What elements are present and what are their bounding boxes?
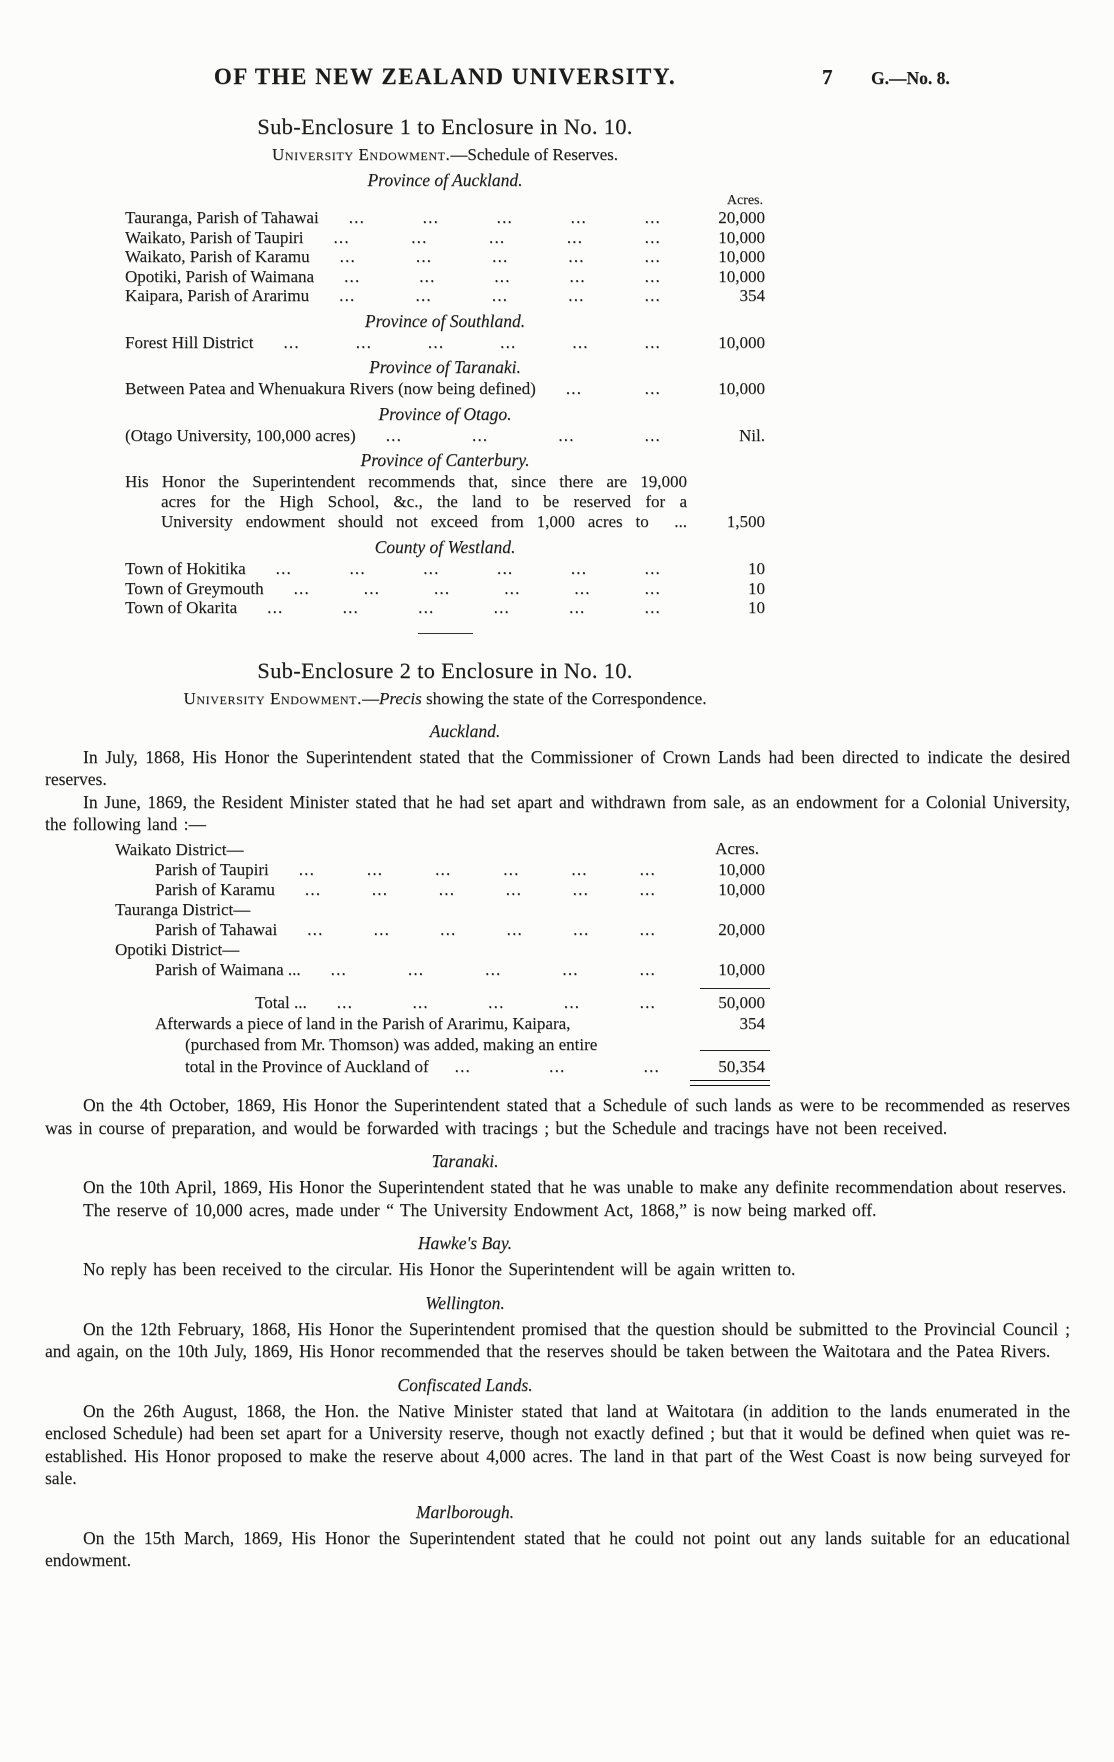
dot-group: ...: [344, 266, 361, 286]
afterwards-line: [115, 1013, 765, 1035]
row-label: Waikato, Parish of Taupiri: [125, 227, 304, 247]
dot-group: ...: [348, 208, 366, 227]
region-section-title: Auckland.: [429, 720, 501, 741]
row-value: 50,000: [718, 992, 765, 1012]
dot-group: ...: [407, 959, 425, 979]
dot-group: ...: [644, 598, 661, 617]
row-value: 10,000: [718, 227, 765, 247]
province-section-title: Province of Taranaki.: [369, 357, 521, 377]
row-value: 10,000: [718, 959, 765, 979]
dot-group: ...: [293, 578, 310, 598]
dot-group: ...: [500, 332, 517, 352]
dot-group: ...: [412, 992, 429, 1012]
dot-group: ...: [572, 332, 589, 352]
dot-leader: [264, 579, 685, 599]
schedule-row: [125, 286, 765, 306]
table-group-row: Waikato District—: [115, 839, 244, 859]
row-label: Parish of Waimana ...: [155, 959, 301, 979]
afterwards-line: [115, 1056, 765, 1078]
precis-subheading-smallcaps: University Endowment.: [183, 688, 362, 708]
row-value: 10,000: [718, 266, 765, 286]
endowment-table: [115, 840, 765, 1087]
row-value: 10,000: [718, 332, 765, 352]
dot-group: ...: [644, 425, 661, 445]
dot-group: ...: [644, 286, 661, 305]
schedule-row: [125, 228, 765, 248]
running-header-title: OF THE NEW ZEALAND UNIVERSITY.: [213, 64, 677, 89]
dot-group: ...: [549, 1056, 566, 1076]
afterwards-text: (purchased from Mr. Thomson) was added, making an entire: [185, 1035, 598, 1054]
recommendation-text: [125, 472, 687, 532]
dot-group: ...: [418, 598, 435, 617]
dot-group: ...: [493, 598, 510, 617]
recommendation-line: University endowment should not exceed from 1,000 acres to ...: [161, 512, 687, 531]
precis-subheading-rest: showing the state of the Correspondence.: [421, 688, 707, 708]
dot-group: ...: [485, 959, 502, 979]
dot-group: ...: [307, 919, 324, 939]
row-value: 10,000: [718, 379, 765, 398]
sub-enclosure-2-heading: Sub-Enclosure 2 to Enclosure in No. 10.: [257, 657, 633, 683]
row-value: 10,000: [718, 879, 765, 899]
schedule-row: [125, 559, 765, 579]
dot-group: ...: [355, 332, 373, 352]
afterwards-text: total in the Province of Auckland of: [185, 1056, 429, 1076]
body-paragraph: In June, 1869, the Resident Minister stated that he had set apart and withdrawn from sale, as an endowment for a Colonial University, the following land :—: [45, 791, 1070, 834]
precis-sections: [45, 721, 1070, 1572]
dot-group: ...: [644, 266, 661, 286]
row-label: Town of Hokitika: [125, 559, 246, 578]
precis-subheading: [115, 689, 775, 709]
dot-group: ...: [415, 286, 432, 305]
dot-group: ...: [644, 379, 661, 398]
table-group-row: Tauranga District—: [115, 899, 251, 919]
dot-leader: [356, 426, 685, 446]
dot-leader: [536, 379, 685, 399]
dot-group: ...: [423, 559, 440, 578]
dot-group: ...: [491, 286, 509, 305]
schedule-row: [115, 920, 765, 940]
region-section-title: Confiscated Lands.: [397, 1374, 533, 1395]
row-value: 354: [739, 286, 765, 305]
dot-group: ...: [415, 247, 433, 266]
schedule-row: [125, 333, 765, 353]
dot-leader: [429, 1056, 680, 1078]
dot-group: ...: [644, 227, 661, 247]
dot-group: ...: [558, 425, 575, 445]
dot-group: ...: [494, 266, 511, 286]
dot-group: ...: [644, 208, 661, 227]
dot-group: ...: [568, 247, 585, 266]
province-section-title: Province of Canterbury.: [360, 450, 530, 470]
dot-group: ...: [644, 332, 661, 352]
sub-enclosure-1: [125, 114, 765, 634]
dot-group: ...: [639, 959, 656, 979]
dot-group: ...: [304, 879, 322, 899]
schedule-row: [125, 267, 765, 287]
afterwards-text: Afterwards a piece of land in the Parish of Ararimu, Kaipara,: [155, 1013, 571, 1033]
schedule-row: [125, 426, 765, 446]
dot-group: ...: [639, 859, 656, 879]
province-section-title: Province of Southland.: [364, 310, 526, 331]
row-value: 20,000: [718, 208, 765, 227]
acres-column-label: Acres.: [726, 193, 763, 208]
row-label: Forest Hill District: [125, 332, 254, 352]
row-label: Tauranga, Parish of Tahawai: [125, 208, 319, 227]
row-label: Waikato, Parish of Karamu: [125, 247, 310, 266]
body-paragraph: In July, 1868, His Honor the Superintendent stated that the Commissioner of Crown Lands had been directed to indicate the desired reserves.: [45, 746, 1070, 789]
dot-group: ...: [366, 859, 384, 879]
grand-total-value: 50,354: [718, 1056, 765, 1076]
dot-group: ...: [574, 578, 591, 598]
dot-group: ...: [569, 266, 586, 286]
schedule-row: [125, 379, 765, 399]
schedule-subheading: [125, 145, 765, 165]
dot-group: ...: [492, 247, 509, 266]
schedule-row: [125, 598, 765, 618]
row-value: 10,000: [718, 859, 765, 879]
dot-group: ...: [504, 578, 521, 598]
body-paragraph: On the 12th February, 1868, His Honor the Superintendent promised that the question should be submitted to the Provincial Council ; and again, on the 10th July, 1869, His Honor recommended that the reserves should be taken between the Waitotara and the Patea Rivers.: [45, 1318, 1070, 1361]
dot-leader: [314, 267, 685, 287]
dot-leader: [309, 286, 685, 306]
dot-group: ...: [644, 578, 661, 598]
dot-group: ...: [644, 247, 661, 266]
table-group-row: Opotiki District—: [115, 939, 240, 959]
dot-group: ...: [349, 559, 366, 578]
row-label: Parish of Tahawai: [155, 919, 278, 939]
row-label: Town of Greymouth: [125, 578, 264, 598]
total-row: [115, 993, 765, 1013]
dot-group: ...: [422, 208, 440, 227]
dot-group: ...: [435, 859, 452, 879]
dot-group: ...: [336, 992, 354, 1012]
dot-group: ...: [643, 1056, 660, 1076]
dot-group: ...: [497, 559, 514, 578]
body-paragraph: On the 26th August, 1868, the Hon. the Native Minister stated that land at Waitotara (in addition to the lands enumerated in the enclosed Schedule) had been set apart for a University reserve, though not exactly defined ; but that it would be defined when quiet was re-established. His Honor proposed to make the reserve about 4,000 acres. The land in that part of the West Coast is now being surveyed for sale.: [45, 1400, 1070, 1488]
row-label: Opotiki, Parish of Waimana: [125, 266, 315, 286]
dot-leader: [307, 993, 680, 1013]
dot-group: ...: [472, 425, 489, 445]
running-header: [45, 64, 1070, 100]
row-value: 10: [748, 578, 765, 598]
dot-group: ...: [427, 332, 445, 352]
dot-group: ...: [371, 879, 389, 899]
schedule-row: [125, 208, 765, 228]
schedule-row: [125, 579, 765, 599]
section-divider: [418, 633, 473, 634]
precis-subheading-italic: Precis: [378, 688, 422, 708]
province-section-title: Province of Otago.: [378, 403, 512, 424]
dot-leader: [253, 333, 685, 353]
dot-leader: [319, 208, 685, 228]
page-number: 7: [822, 65, 833, 89]
schedule-of-reserves: [125, 170, 765, 618]
recommendation-line: acres for the High School, &c., the land to be reserved for a: [161, 492, 687, 511]
row-value: 1,500: [726, 512, 765, 531]
dot-group: ...: [506, 919, 523, 939]
dot-group: ...: [570, 559, 588, 578]
paper-reference: G.—No. 8.: [871, 68, 950, 88]
dot-group: ...: [570, 208, 587, 227]
precis-subheading-dash: —: [361, 688, 379, 708]
dot-group: ...: [342, 598, 359, 617]
subheading-smallcaps: University Endowment.: [271, 145, 451, 164]
body-paragraph: The reserve of 10,000 acres, made under “ The University Endowment Act, 1868,” is now being marked off.: [83, 1199, 877, 1220]
dot-leader: [301, 960, 680, 980]
grand-total-double-rule: [690, 1080, 770, 1086]
dot-group: ...: [373, 919, 391, 939]
dot-group: ...: [283, 332, 300, 352]
row-value: 20,000: [718, 919, 765, 939]
dot-group: ...: [454, 1056, 471, 1076]
dot-group: ...: [562, 959, 579, 979]
rule-line: [700, 1050, 770, 1051]
dot-group: ...: [267, 598, 284, 617]
dot-group: ...: [385, 425, 403, 445]
dot-group: ...: [565, 379, 583, 398]
dot-group: ...: [411, 227, 428, 247]
row-label: Total ...: [255, 992, 307, 1012]
dot-group: ...: [568, 286, 585, 305]
dot-group: ...: [573, 919, 590, 939]
dot-leader: [310, 247, 685, 267]
dot-group: ...: [333, 227, 350, 247]
dot-leader: [237, 598, 685, 618]
dot-group: ...: [572, 879, 590, 899]
dot-group: ...: [566, 227, 584, 247]
dot-group: ...: [298, 859, 316, 879]
dot-group: ...: [571, 859, 588, 879]
body-paragraph: No reply has been received to the circular. His Honor the Superintendent will be again written to.: [83, 1259, 796, 1279]
row-label: Town of Okarita: [125, 598, 238, 617]
row-label: Parish of Karamu: [155, 879, 275, 899]
dot-group: ...: [433, 578, 451, 598]
row-value: 10,000: [718, 247, 765, 266]
total-rule: [700, 988, 770, 989]
afterwards-line: [115, 1034, 765, 1056]
row-value: Nil.: [739, 425, 765, 445]
region-section-title: Marlborough.: [415, 1501, 515, 1522]
dot-group: ...: [639, 879, 656, 899]
body-paragraph: On the 10th April, 1869, His Honor the Superintendent stated that he was unable to make any definite recommendation about reserves.: [83, 1177, 1067, 1197]
body-paragraph: On the 15th March, 1869, His Honor the Superintendent stated that he could not point out any lands suitable for an educational endowment.: [45, 1527, 1070, 1570]
schedule-row: [115, 860, 765, 880]
body-paragraph: On the 4th October, 1869, His Honor the Superintendent stated that a Schedule of such lands as were to be recommended as reserves was in course of preparation, and would be forwarded with tracings ; but the Schedule and tracings have not been received.: [45, 1095, 1070, 1138]
dot-leader: [246, 559, 685, 579]
dot-leader: [269, 860, 680, 880]
dot-group: ...: [563, 992, 581, 1012]
dot-group: ...: [503, 859, 520, 879]
row-value: 10: [748, 598, 765, 617]
dot-group: ...: [275, 559, 292, 578]
dot-group: ...: [489, 227, 506, 247]
dot-group: ...: [339, 247, 356, 266]
region-section-title: Hawke's Bay.: [417, 1233, 513, 1253]
dot-group: ...: [440, 919, 457, 939]
acres-column-label: Acres.: [715, 838, 759, 858]
subheading-rest: —Schedule of Reserves.: [450, 145, 618, 164]
region-section-title: Taranaki.: [431, 1151, 499, 1171]
dot-group: ...: [488, 992, 505, 1012]
sub-enclosure-2: [45, 658, 1070, 1572]
dot-leader: [303, 228, 685, 248]
dot-group: ...: [639, 992, 656, 1012]
dot-group: ...: [330, 959, 347, 979]
recommendation-line: His Honor the Superintendent recommends that, since there are 19,000: [125, 472, 687, 491]
row-value: 10: [748, 559, 765, 578]
dot-group: ...: [639, 919, 656, 939]
dot-group: ...: [569, 598, 586, 617]
recommendation-row: [125, 472, 765, 532]
dot-group: ...: [505, 879, 523, 899]
schedule-row: [125, 247, 765, 267]
dot-group: ...: [644, 559, 661, 578]
row-value: 354: [739, 1013, 765, 1033]
sub-enclosure-1-heading: Sub-Enclosure 1 to Enclosure in No. 10.: [257, 114, 633, 139]
dot-group: ...: [363, 578, 381, 598]
row-label: Between Patea and Whenuakura Rivers (now being defined): [125, 379, 536, 398]
row-label: Parish of Taupiri: [155, 859, 269, 879]
dot-leader: [275, 880, 680, 900]
dot-group: ...: [339, 286, 356, 305]
row-label: Kaipara, Parish of Ararimu: [125, 286, 310, 305]
dot-group: ...: [438, 879, 456, 899]
dot-leader: [277, 920, 680, 940]
schedule-row: [115, 960, 765, 980]
row-label: (Otago University, 100,000 acres): [125, 425, 356, 445]
dot-group: ...: [419, 266, 436, 286]
province-section-title: County of Westland.: [374, 537, 516, 557]
province-section-title: Province of Auckland.: [367, 170, 523, 190]
dot-group: ...: [496, 208, 514, 227]
region-section-title: Wellington.: [425, 1292, 505, 1313]
schedule-row: [115, 880, 765, 900]
